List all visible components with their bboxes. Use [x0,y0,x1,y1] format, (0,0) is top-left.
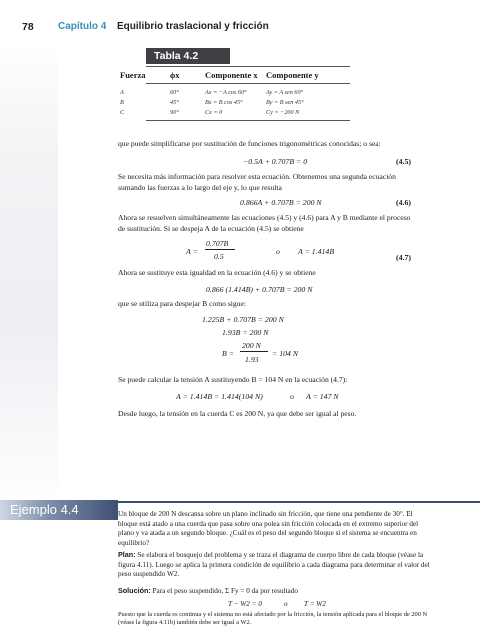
fraction-bar [205,249,235,250]
equation-substitution: 0.866 (1.414B) + 0.707B = 200 N [206,285,313,294]
example-solution [118,586,432,597]
example-rule [118,501,480,503]
table-cell: Ay = A sen 60° [266,89,304,96]
example-problem: Un bloque de 200 N descansa sobre un plano inclinado sin fricción, que tiene una pendiente de 30°. El bloque está atado a una cuerda que pasa sobre una polea sin fricción colocada en el extremo superior del plano y va atada a un segundo bloque. ¿Cuál es el peso del segundo bloque si el sistema se encuentra en equilibrio? [118,510,419,547]
paragraph: Puesto que la cuerda es continua y el sistema no está afectado por la fricción, la tensión aplicada para el bloque de 200 N (véase la figura 4.11b) también debe ser igual a W2. [118,611,428,626]
table-cell: By = B sen 45° [266,99,304,106]
table-header-rule [146,83,350,84]
equation-lhs: B = [222,349,234,358]
table-cell: Cy = −200 N [266,109,300,116]
fraction-bar [240,351,268,352]
equation-step: T − W2 = 0 [228,600,262,608]
equation-or: o [276,247,280,256]
table-cell: B [120,99,124,106]
table-bottom-rule [146,120,350,121]
chapter-title: Equilibrio traslacional y fricción [117,21,269,32]
paragraph: Se necesita más información para resolver esta ecuación. Obtenemos una segunda ecuación sumando las fuerzas a lo largo del eje y, lo que resulta [118,172,396,192]
equation-rhs: A = 1.414B [298,247,335,256]
equation-lhs: A = [186,247,198,256]
table-top-rule [146,66,350,67]
plan-text: Se elabora el bosquejo del problema y se traza el diagrama de cuerpo libre de cada bloque (véase la figura 4.11). Luego se aplica la primera condición de equilibrio a cada diagrama para determinar el valor del peso suspendido W2. [118,551,430,579]
chapter-label: Capítulo 4 [58,21,107,32]
equation-number: (4.7) [396,253,411,262]
paragraph: que puede simplificarse por sustitución de funciones trigonométricas conocidas; o sea: [118,139,381,148]
example-label: Ejemplo 4.4 [10,502,79,517]
table-header-y: Componente y [266,70,319,80]
equation-4-5: −0.5A + 0.707B = 0 [243,157,308,166]
table-cell: 45° [170,99,179,106]
equation-or: o [290,392,294,401]
solution-label: Solución: [118,586,151,595]
table-cell: Ax = −A cos 60° [205,89,247,96]
table-header-x: Componente x [205,70,258,80]
fraction-denominator: 0.5 [214,252,224,261]
paragraph: Se puede calcular la tensión A sustituyendo B = 104 N en la ecuación (4.7): [118,375,348,384]
solution-text: Para el peso suspendido, Σ Fy = 0 da por resultado [152,587,298,595]
table-cell: A [120,89,124,96]
margin-decoration [0,40,58,510]
equation-rhs: = 104 N [272,349,299,358]
table-title: Tabla 4.2 [146,48,230,64]
equation-number: (4.6) [396,198,411,207]
table-cell: 90° [170,109,179,116]
equation-result: A = 147 N [306,392,339,401]
equation-step: A = 1.414B = 1.414(104 N) [176,392,263,401]
equation-or: o [284,600,288,608]
equation-result: T = W2 [304,600,326,608]
paragraph: Desde luego, la tensión en la cuerda C es 200 N, ya que debe ser igual al peso. [118,409,357,418]
equation-step: 1.93B = 200 N [222,328,269,337]
paragraph: Ahora se resuelven simultáneamente las ecuaciones (4.5) y (4.6) para A y B mediante el proceso de sustitución. Si se despeja A de la ecuación (4.5) se obtiene [118,213,411,233]
page-number: 78 [22,21,34,33]
table-header-force: Fuerza [120,70,146,80]
equation-number: (4.5) [396,157,411,166]
table-cell: C [120,109,125,116]
table-header-phi: ϕx [170,70,180,80]
fraction-denominator: 1.93 [245,355,259,364]
paragraph: que se utiliza para despejar B como sigue: [118,299,246,308]
fraction-numerator: 200 N [242,341,261,350]
table-cell: 60° [170,89,179,96]
equation-step: 1.225B + 0.707B = 200 N [202,315,284,324]
table-cell: Bx = B cos 45° [205,99,243,106]
equation-4-6: 0.866A + 0.707B = 200 N [240,198,322,207]
example-plan [118,550,432,580]
plan-label: Plan: [118,550,136,559]
table-cell: Cx = 0 [205,109,223,116]
paragraph: Ahora se sustituye esta igualdad en la ecuación (4.6) y se obtiene [118,268,316,277]
fraction-numerator: 0.707B [206,239,229,248]
